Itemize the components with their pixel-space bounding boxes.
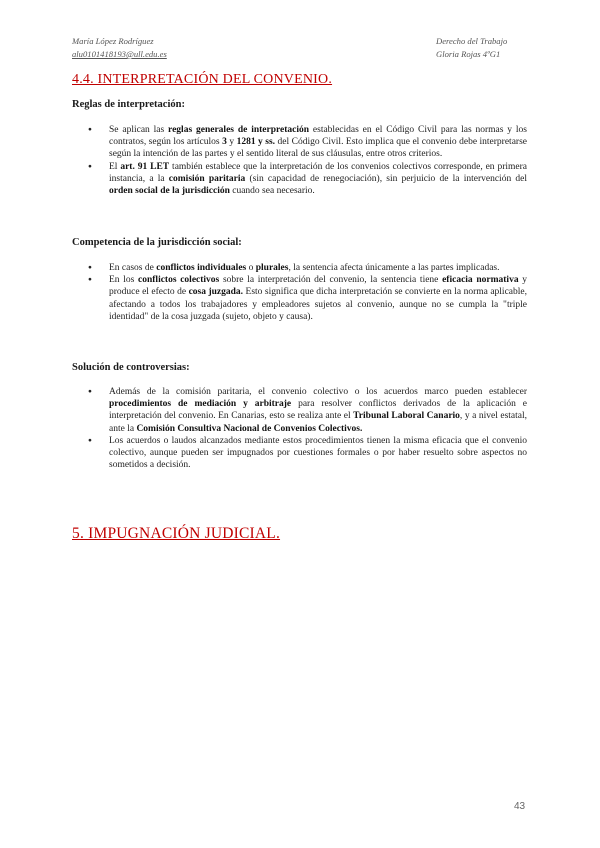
header-group: Gloria Rojas 4ºG1 [436, 49, 501, 59]
header-left [72, 35, 167, 61]
list-item: ● Además de la comisión paritaria, el convenio colectivo o los acuerdos marco pueden establecer procedimientos de mediación y arbitraje para resolver conflictos derivados de la aplicación e interpretación del convenio. En Canarias, esto se realiza ante el Tribunal Laboral Canario, y a nivel estatal, ante la Comisión Consultiva Nacional de Convenios Colectivos. [86, 386, 527, 435]
list-item: ● En los conflictos colectivos sobre la interpretación del convenio, la sentencia tiene eficacia normativa y produce el efecto de cosa juzgada. Esto significa que dicha interpretación se convierte en la norma aplicable, afectando a todos los trabajadores y empleadores sujetos al convenio, aunque no se cumpla la "triple identidad" de la cosa juzgada (sujeto, objeto y causa). [86, 274, 527, 323]
list-item: ● En casos de conflictos individuales o plurales, la sentencia afecta únicamente a las partes implicadas. [86, 262, 527, 274]
header-author: María López Rodríguez [72, 36, 154, 46]
page-number: 43 [514, 801, 526, 812]
subheading-competencia: Competencia de la jurisdicción social: [72, 237, 242, 248]
header-right [436, 35, 507, 61]
header-subject: Derecho del Trabajo [436, 36, 508, 46]
section-title-interpretacion: 4.4. INTERPRETACIÓN DEL CONVENIO. [72, 72, 333, 87]
subheading-solucion: Solución de controversias: [72, 362, 190, 373]
list-solucion [86, 386, 527, 471]
header-email[interactable]: alu0101418193@ull.edu.es [72, 49, 167, 59]
list-item: ● Se aplican las reglas generales de interpretación establecidas en el Código Civil para las normas y los contratos, según los artículos 3 y 1281 y ss. del Código Civil. Esto implica que el convenio debe interpretarse según la intención de las partes y el sentido literal de sus cláusulas, entre otros criterios. [86, 124, 527, 161]
list-reglas [86, 124, 527, 197]
section-title-impugnacion: 5. IMPUGNACIÓN JUDICIAL. [72, 525, 281, 542]
subheading-reglas: Reglas de interpretación: [72, 99, 185, 110]
list-item: ● El art. 91 LET también establece que la interpretación de los convenios colectivos corresponde, en primera instancia, a la comisión paritaria (sin capacidad de renegociación), sin perjuicio de la intervención del orden social de la jurisdicción cuando sea necesario. [86, 161, 527, 198]
list-item: ● Los acuerdos o laudos alcanzados mediante estos procedimientos tienen la misma eficacia que el convenio colectivo, aunque pueden ser impugnados por cuestiones formales o por haber resuelto sobre aspectos no sometidos a decisión. [86, 435, 527, 472]
list-competencia [86, 262, 527, 323]
